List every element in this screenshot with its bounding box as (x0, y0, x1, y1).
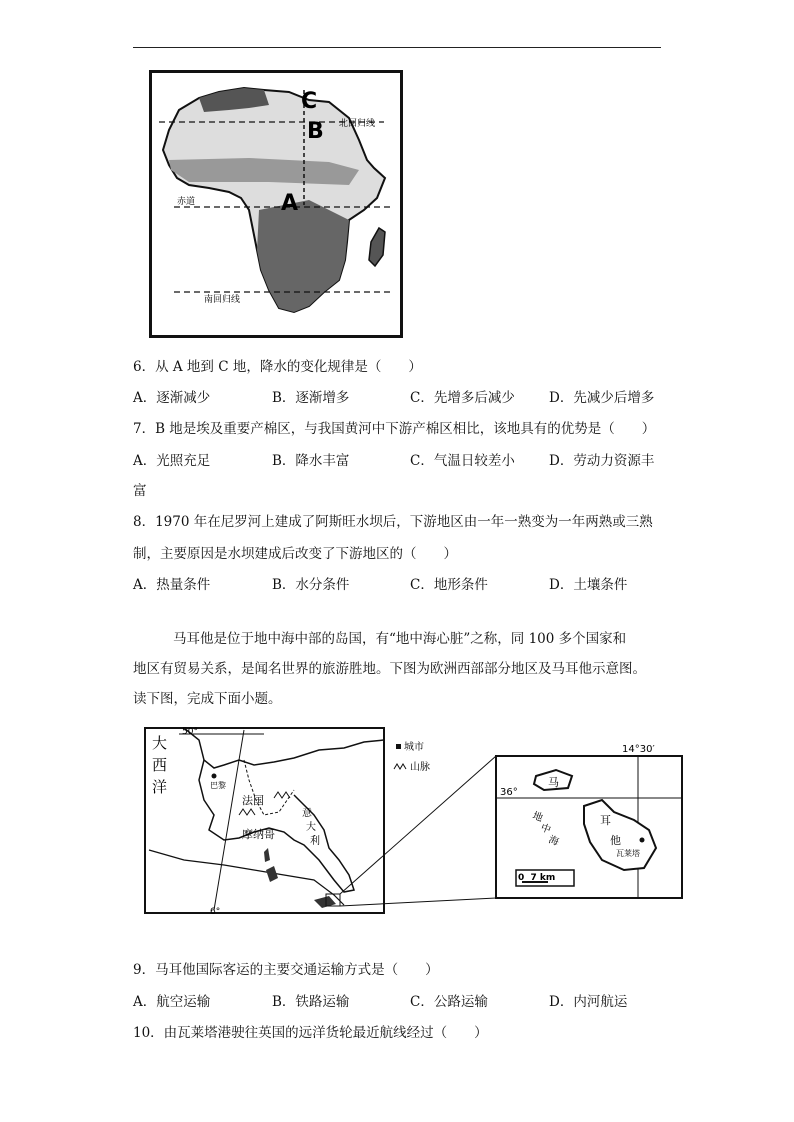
label-c: C (301, 89, 318, 114)
tropic-capricorn-label: 南回归线 (204, 295, 241, 305)
sea-label-1: 地 (530, 810, 545, 825)
q6-option-a[interactable]: A．逐渐减少 (133, 390, 211, 406)
q8-stem-line2: 制，主要原因是水坝建成后改变了下游地区的（ ） (133, 546, 457, 562)
q9-stem: 9．马耳他国际客运的主要交通运输方式是（ ） (133, 962, 439, 978)
malta-label-2: 他 (610, 834, 621, 847)
q7-option-d[interactable]: D．劳动力资源丰 (549, 453, 655, 469)
q6-option-b[interactable]: B．逐渐增多 (272, 390, 350, 406)
q8-option-c[interactable]: C．地形条件 (410, 577, 488, 593)
ocean-label-2: 西 (152, 756, 168, 774)
malta-lon-label: 14°30′ (622, 744, 655, 755)
scale-label: 0 7 km (518, 873, 556, 883)
europe-malta-map-figure (144, 720, 684, 916)
ocean-label-3: 洋 (152, 778, 168, 796)
malta-lat-label: 36° (500, 787, 518, 798)
italy-label-2: 大 (306, 822, 316, 833)
q10-stem: 10．由瓦莱塔港驶往英国的远洋货轮最近航线经过（ ） (133, 1025, 488, 1041)
lon-6-label: 6° (210, 907, 221, 916)
lat-50-label: 50° (182, 727, 198, 737)
q6-option-d[interactable]: D．先减少后增多 (549, 390, 655, 406)
q8-option-a[interactable]: A．热量条件 (133, 577, 211, 593)
valletta-label: 瓦莱塔 (616, 849, 640, 858)
q7-option-b[interactable]: B．降水丰富 (272, 453, 350, 469)
q9-option-b[interactable]: B．铁路运输 (272, 994, 350, 1010)
q6-option-c[interactable]: C．先增多后减少 (410, 390, 515, 406)
italy-label-1: 意 (302, 808, 312, 819)
q9-option-c[interactable]: C．公路运输 (410, 994, 488, 1010)
italy-label-3: 利 (310, 836, 320, 847)
malta-label-1: 耳 (600, 814, 611, 827)
header-rule (133, 47, 661, 48)
q8-option-b[interactable]: B．水分条件 (272, 577, 350, 593)
tropic-cancer-label: 北回归线 (339, 119, 376, 129)
gozo-label: 马 (548, 776, 559, 789)
passage (133, 624, 665, 714)
label-b: B (307, 119, 324, 144)
q8-option-d[interactable]: D．土壤条件 (549, 577, 628, 593)
monaco-label: 摩纳哥 (242, 828, 275, 841)
sea-label-3: 海 (546, 834, 561, 849)
legend-mountain-label: 山脉 (410, 762, 430, 773)
france-label: 法国 (242, 794, 264, 807)
q6-stem: 6．从 A 地到 C 地，降水的变化规律是（ ） (133, 359, 422, 375)
passage-line3: 读下图，完成下面小题。 (133, 691, 282, 707)
equator-label: 赤道 (177, 197, 196, 207)
q8-stem-line1: 8．1970 年在尼罗河上建成了阿斯旺水坝后，下游地区由一年一熟变为一年两熟或三熟 (133, 514, 653, 530)
passage-line2: 地区有贸易关系，是闻名世界的旅游胜地。下图为欧洲西部部分地区及马耳他示意图。 (133, 661, 646, 677)
passage-line1: 马耳他是位于地中海中部的岛国，有“地中海心脏”之称，同 100 多个国家和 (173, 631, 627, 647)
q9-option-a[interactable]: A．航空运输 (133, 994, 211, 1010)
sea-label-2: 中 (538, 822, 553, 837)
q7-option-d-wrap: 富 (133, 483, 147, 499)
q9-option-d[interactable]: D．内河航运 (549, 994, 628, 1010)
legend-city-label: 城市 (404, 742, 424, 753)
q7-option-c[interactable]: C．气温日较差小 (410, 453, 515, 469)
ocean-label-1: 大 (152, 734, 168, 752)
paris-label: 巴黎 (210, 781, 226, 790)
q7-option-a[interactable]: A．光照充足 (133, 453, 211, 469)
label-a: A (281, 191, 299, 216)
q7-stem: 7．B 地是埃及重要产棉区，与我国黄河中下游产棉区相比，该地具有的优势是（ ） (133, 421, 656, 437)
africa-map-figure (149, 70, 403, 338)
